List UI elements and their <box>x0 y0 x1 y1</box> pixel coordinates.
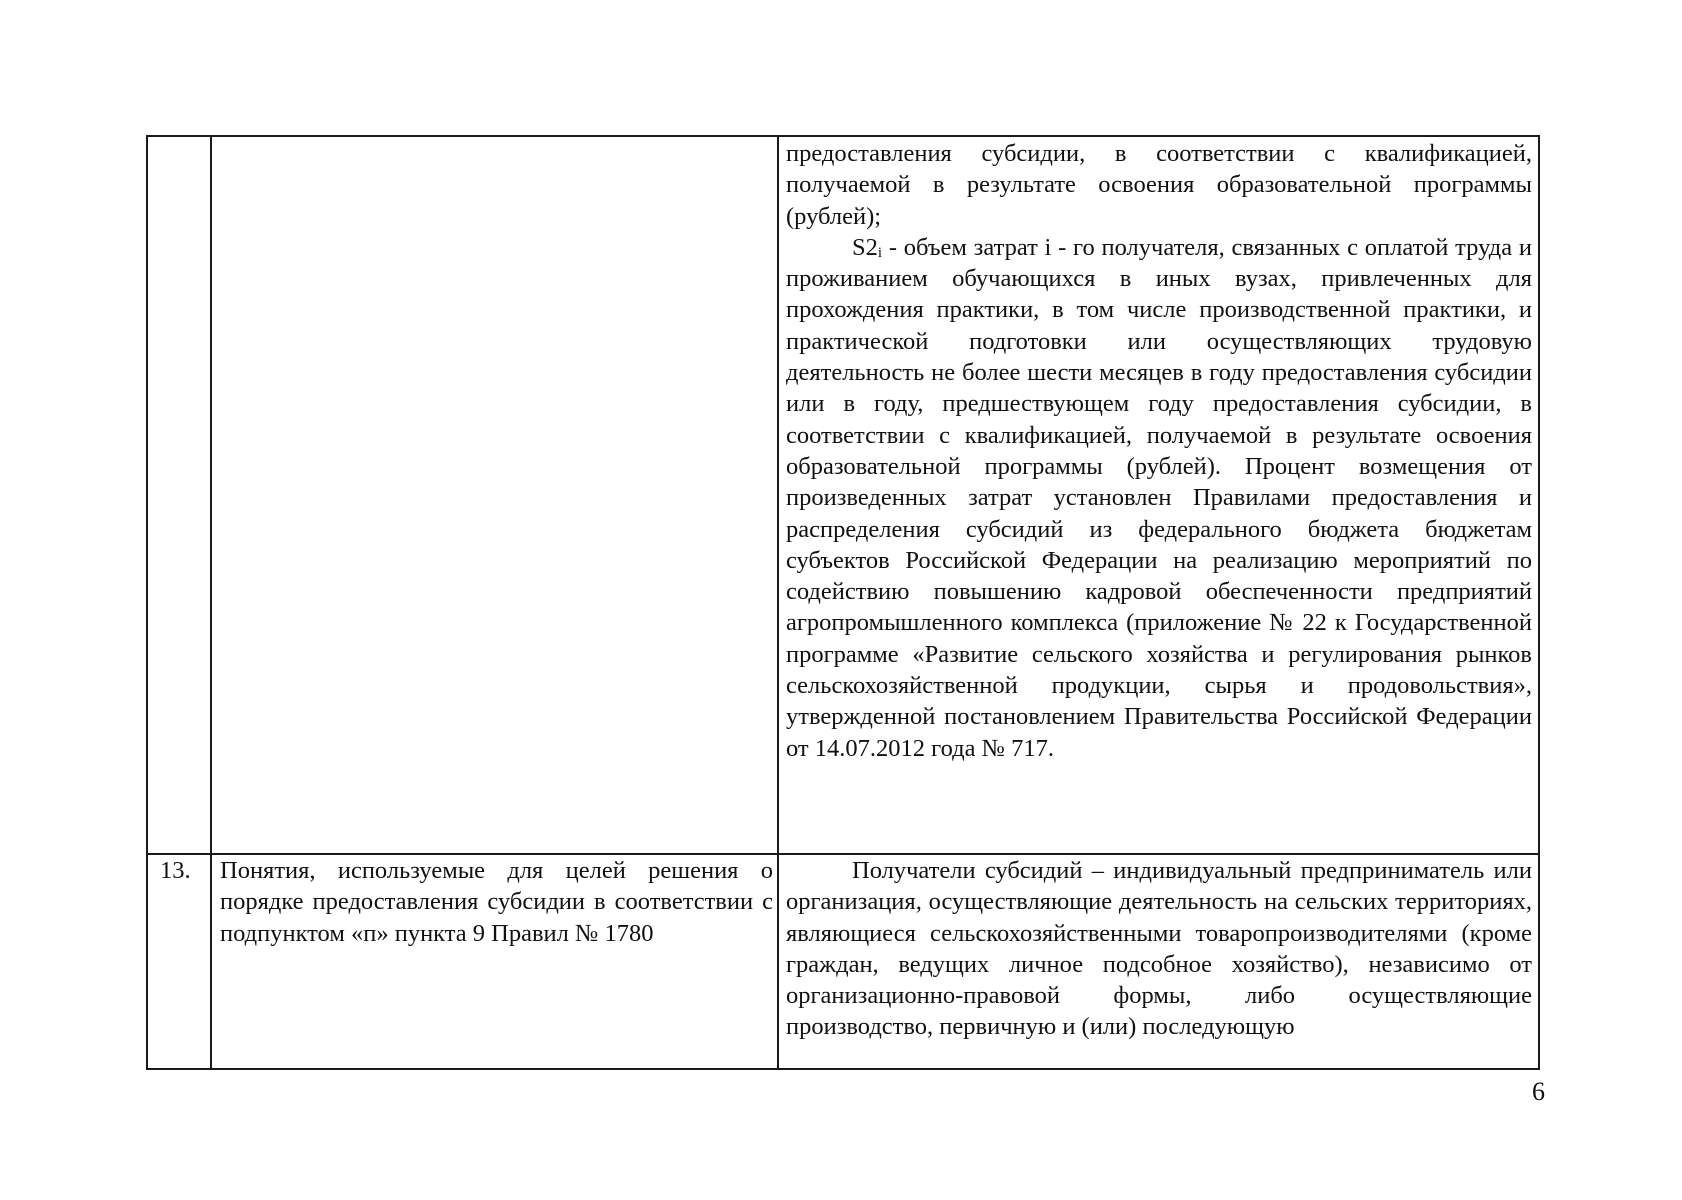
column-divider-2 <box>777 137 779 1068</box>
row-13-content: Получатели субсидий – индивидуальный предприниматель или организация, осуществляющие деятельность на сельских территориях, являющиеся сельскохозяйственными товаропроизводителями (кроме граждан, ведущих личное подсобное хозяйство), независимо от организационно-правовой формы, либо осуществляющие производство, первичную и (или) последующую <box>786 857 1532 1041</box>
document-table <box>146 135 1540 1070</box>
continued-row-content-cell <box>786 137 1532 853</box>
row-13-number: 13. <box>160 857 191 884</box>
continued-row-content-part1: предоставления субсидии, в соответствии с квалификацией, получаемой в результате освоения образовательной программы (рублей); <box>786 140 1532 230</box>
s2-symbol: S2 <box>852 233 878 261</box>
row-13-number-cell <box>160 855 208 1065</box>
column-divider-1 <box>210 137 212 1068</box>
page-number: 6 <box>1532 1077 1545 1106</box>
row-13-content-cell <box>786 855 1532 1068</box>
s2-subscript: i <box>877 244 883 261</box>
row-13-name: Понятия, используемые для целей решения о порядке предоставления субсидии в соответствии с подпунктом «п» пункта 9 Правил № 1780 <box>220 857 773 947</box>
row-13-name-cell <box>220 855 773 1065</box>
s2-definition-text: - объем затрат i - го получателя, связанных с оплатой труда и проживанием обучающихся в иных вузах, привлеченных для прохождения практики, в том числе производственной практики, и практической подготовки или осуществляющих трудовую деятельность не более шести месяцев в году предоставления субсидии или в году, предшествующем году предоставления субсидии, в соответствии с квалификацией, получаемой в результате освоения образовательной программы (рублей). Процент возмещения от произведенных затрат установлен Правилами предоставления и распределения субсидий из федерального бюджета бюджетам субъектов Российской Федерации на реализацию мероприятий по содействию повышению кадровой обеспеченности предприятий агропромышленного комплекса (приложение № 22 к Государственной программе «Развитие сельского хозяйства и регулирования рынков сельскохозяйственной продукции, сырья и продовольствия», утвержденной постановлением Правительства Российской Федерации от 14.07.2012 года № 717. <box>786 233 1532 762</box>
s2-definition <box>786 232 1532 764</box>
